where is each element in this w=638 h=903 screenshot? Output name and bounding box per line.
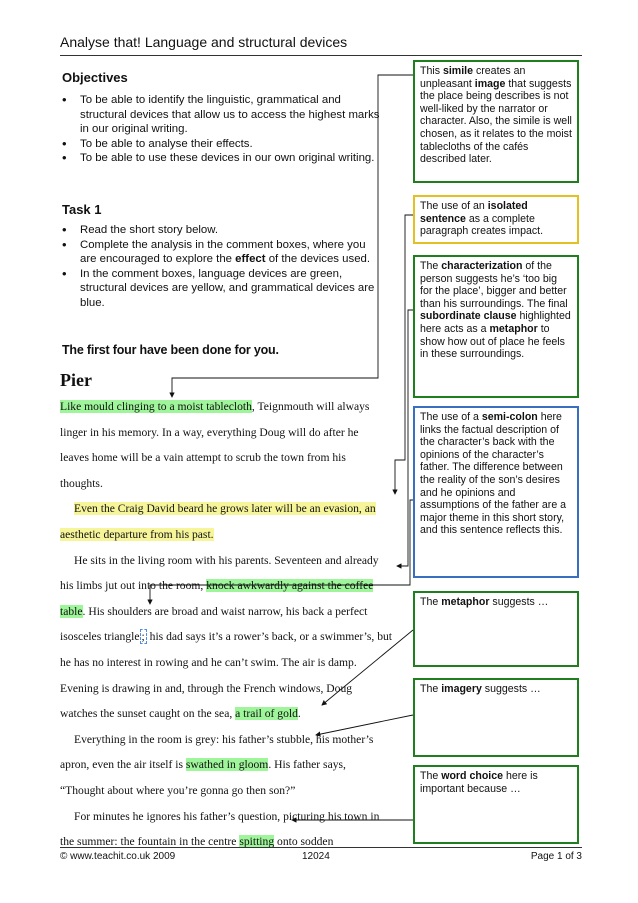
- done-note: The first four have been done for you.: [62, 343, 279, 357]
- story-text-run: his limbs jut out into the room,: [60, 579, 207, 593]
- task-item: • In the comment boxes, language devices are green, structural devices are yellow, and grammatical devices are blue.: [62, 267, 382, 311]
- comment-term: semi-colon: [481, 411, 538, 423]
- comment-term: simile: [442, 65, 474, 77]
- comment-term: isolated sentence: [420, 200, 528, 225]
- story-line: He sits in the living room with his parents. Seventeen and already: [74, 553, 379, 567]
- story-text-run: onto sodden: [274, 835, 334, 849]
- comment-text: The: [420, 770, 442, 782]
- comment-text: The: [420, 683, 442, 695]
- footer-page-number: Page 1 of 3: [530, 851, 582, 862]
- comment-term: metaphor: [441, 596, 490, 608]
- highlight-imagery: swathed in gloom: [185, 758, 269, 772]
- highlight-isolated-sentence: Even the Craig David beard he grows later will be an evasion, an: [74, 502, 376, 516]
- comment-text: here links the factual description of the character’s back with the opinions of the character’s father. The difference between the reality of the son’s desires and he opinions and assumptions of the father are a major theme in this short story, and this sentence reflects this.: [420, 411, 567, 537]
- objective-item: • To be able to analyse their effects.: [62, 137, 387, 152]
- comment-text: to show how out of place he feels in these surroundings.: [420, 322, 565, 361]
- comment-term: metaphor: [489, 322, 538, 335]
- highlight-characterization: knock awkwardly against the coffee: [206, 579, 374, 593]
- story-text-run: his dad says it’s a rower’s back, or a swimmer’s, but: [146, 630, 393, 644]
- comment-text: highlighted here acts as a: [420, 310, 571, 335]
- comment-text: The: [420, 260, 442, 272]
- story-text-run: isosceles triangle: [60, 630, 140, 644]
- task-heading: Task 1: [62, 202, 102, 217]
- comment-text: This: [420, 65, 443, 77]
- objective-item: • To be able to identify the linguistic, grammatical and structural devices that allow us to access the highest marks in our original writing.: [62, 93, 387, 137]
- arrow-isolated-sentence: [395, 215, 413, 494]
- story-text-run: . His shoulders are broad and waist narrow, his back a perfect: [82, 604, 368, 618]
- story-line: “Thought about where you’re gonna go then son?”: [60, 783, 296, 797]
- story-title: Pier: [60, 370, 92, 390]
- highlight-metaphor: a trail of gold: [235, 707, 298, 721]
- highlight-semicolon: ;: [141, 630, 145, 644]
- comment-text: The use of a: [420, 411, 482, 423]
- comment-term: image: [474, 77, 506, 90]
- objective-item: • To be able to use these devices in our own original writing.: [62, 151, 387, 166]
- story-line: Evening is drawing in and, through the French windows, Doug: [60, 681, 353, 695]
- arrow-semicolon: [150, 500, 413, 604]
- story-line: thoughts.: [60, 476, 103, 490]
- comment-text: of the person suggests he’s ‘too big for the place’, bigger and better than his surroundings. The final: [420, 260, 568, 310]
- arrow-imagery: [316, 715, 413, 735]
- story-line: For minutes he ignores his father’s question, picturing his town in: [74, 809, 380, 823]
- comment-text: here is important because …: [420, 770, 538, 795]
- arrow-simile: [172, 75, 413, 397]
- arrow-metaphor: [322, 630, 413, 705]
- comment-text: as a complete paragraph creates impact.: [420, 212, 544, 238]
- highlight-characterization: table: [60, 604, 83, 618]
- story-text-run: . His father says,: [268, 758, 346, 772]
- story-text-run: watches the sunset caught on the sea,: [60, 707, 236, 721]
- comment-text: suggests …: [481, 683, 541, 695]
- highlight-isolated-sentence: aesthetic departure from his past.: [60, 527, 214, 541]
- task-item-text: Complete the analysis in the comment boxes, where you are encouraged to explore the: [80, 238, 366, 266]
- highlight-simile: Like mould clinging to a moist tablecloth: [60, 400, 252, 413]
- comment-term: word choice: [441, 770, 504, 782]
- footer-code: 12024: [302, 851, 330, 862]
- task-item-text: of the devices used.: [265, 253, 371, 266]
- footer-divider: [60, 847, 582, 848]
- story-text-run: , Teignmouth will always: [251, 400, 370, 413]
- story-text-run: the summer: the fountain in the centre: [60, 835, 240, 849]
- comment-term: subordinate clause: [420, 310, 517, 323]
- story-text-run: .: [297, 707, 301, 721]
- document-header-title: Analyse that! Language and structural devices: [60, 34, 348, 50]
- objectives-heading: Objectives: [62, 70, 128, 85]
- story-line: leaves home will be a vain attempt to scrub the town from his: [60, 451, 346, 465]
- story-line: he has no interest in rowing and he can’t swim. The air is damp.: [60, 655, 357, 669]
- highlight-word-choice: spitting: [239, 835, 275, 849]
- comment-term: characterization: [441, 260, 523, 272]
- task-item-emphasis: effect: [235, 253, 266, 266]
- comment-text: The use of an: [420, 200, 488, 212]
- story-text-run: apron, even the air itself is: [60, 758, 186, 772]
- comment-text: The: [420, 596, 442, 608]
- story-line: linger in his memory. In a way, everything Doug will do after he: [60, 425, 359, 439]
- comment-term: imagery: [441, 683, 482, 695]
- story-line: Everything in the room is grey: his father’s stubble, his mother’s: [74, 732, 374, 746]
- comment-text: that suggests the place being describes is not well-liked by the narrator or character. Also, the simile is well chosen, as it relates to the moist tablecloths of the cafés described later.: [420, 77, 572, 166]
- comment-text: creates an unpleasant: [420, 65, 526, 90]
- comment-text: suggests …: [489, 596, 549, 608]
- task-item: • Read the short story below.: [62, 223, 382, 238]
- footer-copyright: © www.teachit.co.uk 2009: [60, 851, 176, 862]
